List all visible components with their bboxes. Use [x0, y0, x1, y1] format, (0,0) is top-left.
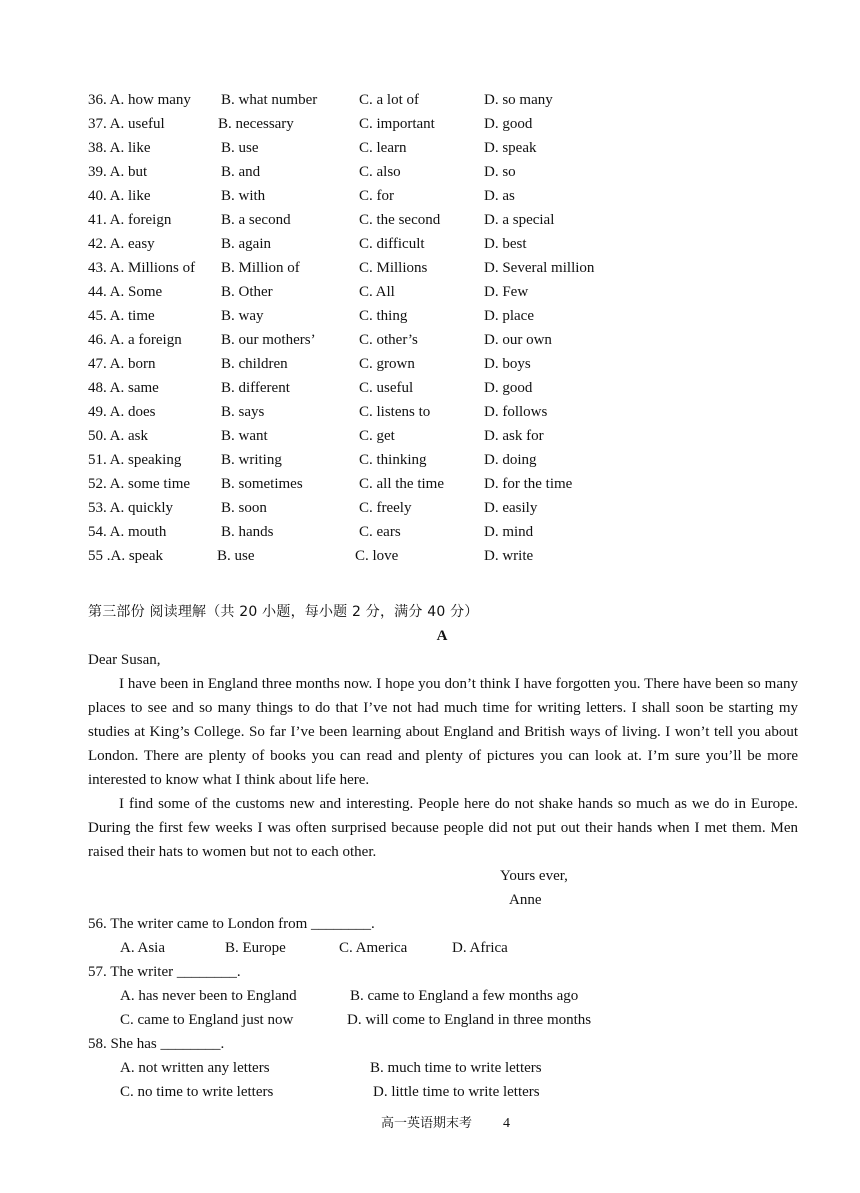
option-d: D. speak [484, 140, 537, 156]
option-c: C. learn [359, 140, 407, 156]
option-a: A. not written any letters [120, 1060, 270, 1076]
option-d: D. Few [484, 284, 529, 300]
question-options [88, 936, 808, 960]
option-b: B. soon [221, 500, 267, 516]
option-a: 38. A. like [88, 140, 151, 156]
option-c: C. came to England just now [120, 1012, 294, 1028]
question-stem: 58. She has ________. [88, 1036, 225, 1052]
option-c: C. America [339, 940, 408, 956]
option-b: B. want [221, 428, 268, 444]
option-c: C. listens to [359, 404, 431, 420]
reading-passage [88, 648, 798, 912]
option-a: 47. A. born [88, 356, 156, 372]
option-a: 45. A. time [88, 308, 155, 324]
letter-signature: Anne [509, 892, 542, 908]
cloze-option-row [88, 280, 808, 304]
option-d: D. place [484, 308, 534, 324]
question-options [88, 1056, 808, 1080]
cloze-option-row [88, 376, 808, 400]
letter-paragraph-2: I find some of the customs new and interesting. People here do not shake hands so much as we do in Europe. During the first few weeks I was often surprised because people did not put out their hands when I met them. Men raised their hats to women but not to each other. [88, 796, 798, 860]
letter-paragraph-1: I have been in England three months now. I hope you don’t think I have forgotten you. There have been so many places to see and so many things to do that I’ve not had much time for writing letters. I shall soon be starting my studies at King’s College. So far I’ve been learning about England and British ways of living. I won’t tell you about London. There are plenty of books you can read and plenty of pictures you can look at. I’m sure you’ll be more interested to know what I think about life here. [88, 676, 798, 788]
option-c: C. All [359, 284, 395, 300]
option-d: D. will come to England in three months [347, 1012, 592, 1028]
option-b: B. with [221, 188, 266, 204]
option-a: 52. A. some time [88, 476, 191, 492]
option-d: D. so many [484, 92, 553, 108]
cloze-option-row [88, 256, 808, 280]
option-b: B. hands [221, 524, 274, 540]
option-c: C. difficult [359, 236, 425, 252]
option-b: B. what number [221, 92, 318, 108]
option-a: 41. A. foreign [88, 212, 172, 228]
option-c: C. grown [359, 356, 415, 372]
option-a: 39. A. but [88, 164, 148, 180]
option-a: 55 .A. speak [88, 548, 163, 564]
option-d: D. for the time [484, 476, 573, 492]
option-a: 49. A. does [88, 404, 156, 420]
option-d: D. as [484, 188, 515, 204]
option-b: B. our mothers’ [221, 332, 316, 348]
letter-closing: Yours ever, [500, 868, 568, 884]
option-b: B. came to England a few months ago [350, 988, 579, 1004]
option-d: D. doing [484, 452, 537, 468]
question-stem: 57. The writer ________. [88, 964, 241, 980]
option-c: C. ears [359, 524, 401, 540]
option-c: C. love [355, 548, 399, 564]
cloze-option-row [88, 304, 808, 328]
option-b: B. different [221, 380, 290, 396]
option-d: D. little time to write letters [373, 1084, 540, 1100]
option-a: A. Asia [120, 940, 165, 956]
option-d: D. so [484, 164, 516, 180]
option-a: 43. A. Millions of [88, 260, 196, 276]
option-a: 44. A. Some [88, 284, 163, 300]
comprehension-questions [88, 912, 808, 1104]
option-d: D. mind [484, 524, 534, 540]
option-a: 40. A. like [88, 188, 151, 204]
cloze-option-row [88, 232, 808, 256]
option-a: 36. A. how many [88, 92, 191, 108]
cloze-option-row [88, 88, 808, 112]
option-c: C. useful [359, 380, 414, 396]
cloze-option-row [88, 520, 808, 544]
cloze-option-row [88, 184, 808, 208]
cloze-option-row [88, 208, 808, 232]
option-a: 46. A. a foreign [88, 332, 182, 348]
option-b: B. Europe [225, 940, 286, 956]
cloze-option-row [88, 136, 808, 160]
option-d: D. easily [484, 500, 538, 516]
option-d: D. ask for [484, 428, 544, 444]
option-d: D. best [484, 236, 527, 252]
cloze-option-row [88, 424, 808, 448]
cloze-option-row [88, 448, 808, 472]
option-a: 53. A. quickly [88, 500, 173, 516]
option-b: B. a second [221, 212, 291, 228]
cloze-option-row [88, 400, 808, 424]
option-b: B. and [221, 164, 261, 180]
cloze-option-row [88, 112, 808, 136]
option-c: C. also [359, 164, 401, 180]
option-b: B. way [221, 308, 264, 324]
option-b: B. sometimes [221, 476, 303, 492]
option-b: B. much time to write letters [370, 1060, 542, 1076]
option-b: B. use [221, 140, 259, 156]
cloze-option-row [88, 472, 808, 496]
option-a: A. has never been to England [120, 988, 297, 1004]
option-a: 54. A. mouth [88, 524, 167, 540]
option-c: C. the second [359, 212, 441, 228]
option-c: C. thing [359, 308, 408, 324]
option-a: 42. A. easy [88, 236, 155, 252]
section-title: 第三部份 阅读理解（共 20 小题，每小题 2 分，满分 40 分） [88, 604, 479, 620]
option-d: D. follows [484, 404, 548, 420]
option-b: B. says [221, 404, 265, 420]
option-a: 50. A. ask [88, 428, 148, 444]
letter-closing-row [88, 864, 798, 888]
option-d: D. our own [484, 332, 552, 348]
question-options [88, 984, 808, 1008]
option-b: B. Other [221, 284, 273, 300]
option-b: B. use [217, 548, 255, 564]
option-c: C. freely [359, 500, 412, 516]
option-b: B. again [221, 236, 271, 252]
page-number: 4 [503, 1116, 510, 1131]
option-a: 37. A. useful [88, 116, 165, 132]
letter-greeting: Dear Susan, [88, 652, 161, 668]
option-c: C. thinking [359, 452, 427, 468]
cloze-option-row [88, 496, 808, 520]
cloze-option-row [88, 160, 808, 184]
question-options [88, 1080, 808, 1104]
option-c: C. Millions [359, 260, 428, 276]
option-c: C. no time to write letters [120, 1084, 274, 1100]
cloze-option-row [88, 328, 808, 352]
option-c: C. all the time [359, 476, 444, 492]
option-d: D. Africa [452, 940, 508, 956]
question-options [88, 1008, 808, 1032]
footer-title: 高一英语期末考 [381, 1116, 473, 1131]
cloze-option-row [88, 352, 808, 376]
option-a: 51. A. speaking [88, 452, 182, 468]
option-d: D. write [484, 548, 534, 564]
option-b: B. children [221, 356, 288, 372]
option-d: D. Several million [484, 260, 595, 276]
option-d: D. good [484, 380, 533, 396]
question-stem: 56. The writer came to London from ________. [88, 916, 375, 932]
option-c: C. for [359, 188, 394, 204]
option-d: D. good [484, 116, 533, 132]
letter-signature-row [88, 888, 798, 912]
option-c: C. other’s [359, 332, 418, 348]
cloze-option-row [88, 544, 808, 568]
option-a: 48. A. same [88, 380, 159, 396]
option-b: B. Million of [221, 260, 300, 276]
option-c: C. a lot of [359, 92, 419, 108]
option-d: D. boys [484, 356, 531, 372]
cloze-options-list [88, 88, 808, 568]
option-c: C. get [359, 428, 395, 444]
option-d: D. a special [484, 212, 555, 228]
passage-label: A [436, 628, 448, 644]
option-c: C. important [359, 116, 435, 132]
option-b: B. necessary [218, 116, 294, 132]
option-b: B. writing [221, 452, 282, 468]
